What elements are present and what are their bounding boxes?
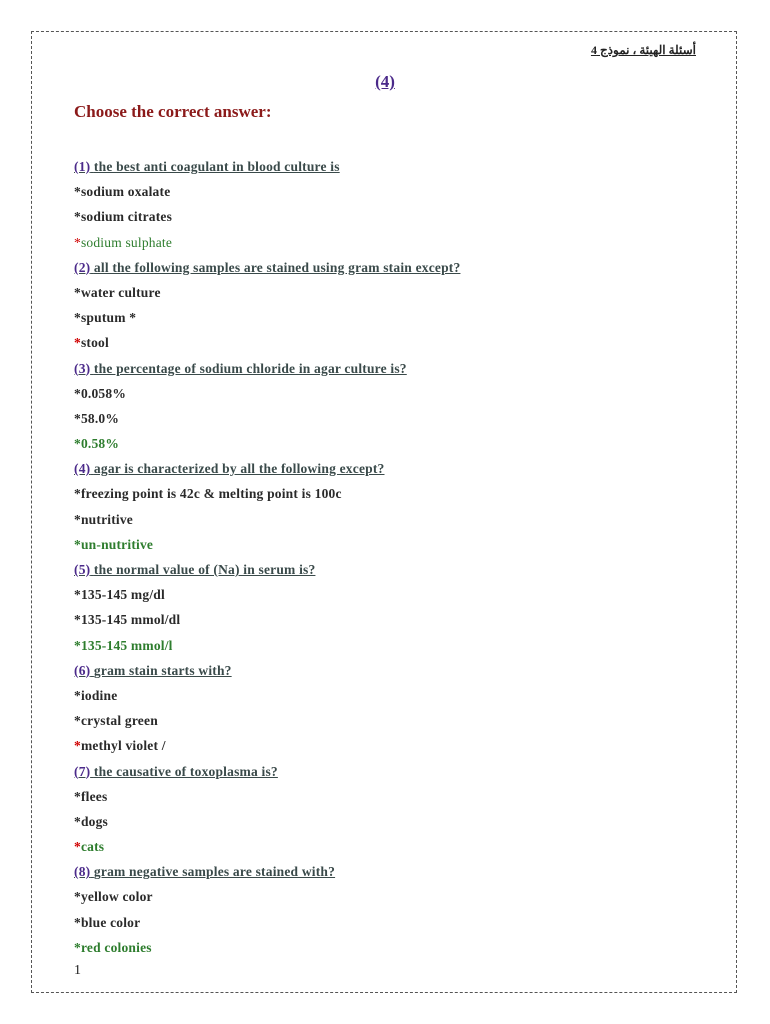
question-5: (5) the normal value of (Na) in serum is? <box>74 562 316 577</box>
option-3a: *0.058% <box>74 385 127 401</box>
option-1c: *sodium sulphate <box>74 234 173 250</box>
option-4a: *freezing point is 42c & melting point is 100c <box>74 486 342 502</box>
question-2: (2) all the following samples are stained using gram stain except? <box>74 259 461 275</box>
option-6a: *iodine <box>74 687 118 703</box>
question-7: (7) the causative of toxoplasma is? <box>74 763 278 779</box>
option-4b: *nutritive <box>74 511 133 527</box>
option-7c: *cats <box>74 839 105 855</box>
option-3b: *58.0% <box>74 410 120 426</box>
option-2b: *sputum * <box>74 310 137 326</box>
model-number: (4) <box>375 72 395 91</box>
page-header: أسئلة الهيئة ، نموذج 4 <box>590 43 696 57</box>
option-2c: *stool <box>74 335 109 351</box>
instruction-heading: Choose the correct answer: <box>74 102 272 121</box>
question-8: (8) gram negative samples are stained with? <box>74 864 336 880</box>
question-1: (1) the best anti coagulant in blood culture is <box>74 159 340 174</box>
question-6: (6) gram stain starts with? <box>74 662 232 678</box>
option-5c: *135-145 mmol/l <box>74 637 173 653</box>
option-5b: *135-145 mmol/dl <box>74 612 181 628</box>
question-4: (4) agar is characterized by all the following except? <box>74 461 385 477</box>
option-8c: *red colonies <box>74 939 152 955</box>
option-5a: *135-145 mg/dl <box>74 587 165 603</box>
question-3: (3) the percentage of sodium chloride in agar culture is? <box>74 360 407 376</box>
option-8b: *blue color <box>74 914 141 930</box>
option-2a: *water culture <box>74 284 161 300</box>
option-7b: *dogs <box>74 813 109 829</box>
question-list <box>74 154 714 960</box>
option-6b: *crystal green <box>74 713 158 729</box>
option-6c: *methyl violet / <box>74 738 166 754</box>
option-7a: *flees <box>74 788 108 804</box>
option-4c: *un-nutritive <box>74 536 154 552</box>
option-3c: *0.58% <box>74 436 120 452</box>
page-number: 1 <box>74 963 81 978</box>
option-1b: *sodium citrates <box>74 209 173 225</box>
option-1a: *sodium oxalate <box>74 184 171 200</box>
option-8a: *yellow color <box>74 889 153 905</box>
